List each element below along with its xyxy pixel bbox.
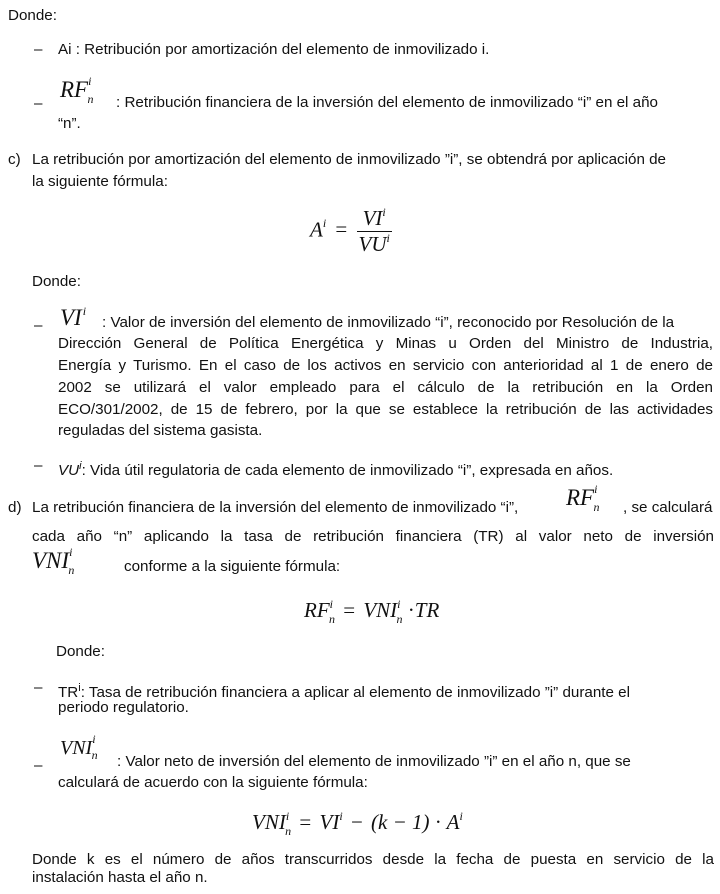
rf-definition-line2: “n”. <box>58 115 81 132</box>
final-paragraph-line2: instalación hasta el año n. <box>32 869 208 886</box>
list-dash: – <box>34 679 43 696</box>
vni-definition-line1: : Valor neto de inversión del elemento de inmovilizado ”i” en el año n, que se <box>117 753 631 770</box>
fraction: $\frac{VI^i}{VU^i}$ <box>358 205 390 256</box>
vni-inline-symbol: $VNI^i_n$ <box>32 545 75 577</box>
section-c-line1: La retribución por amortización del elemento de inmovilizado ”i”, se obtendrá por aplicación de <box>32 151 667 168</box>
section-d-line1a: La retribución financiera de la inversión del elemento de inmovilizado “i”, <box>32 499 519 516</box>
list-dash: – <box>34 317 43 334</box>
section-label-d: d) <box>8 499 22 516</box>
list-dash: – <box>34 41 43 58</box>
section-c-line2: la siguiente fórmula: <box>32 173 168 190</box>
donde-label: Donde: <box>56 643 105 660</box>
list-dash: – <box>34 757 43 774</box>
rf-symbol: $RF^i_n$ <box>60 74 94 106</box>
tr-definition-line1: $TR^i$: Tasa de retribución financiera a aplicar al elemento de inmovilizado ”i” durante el <box>58 682 631 702</box>
vi-definition-line3: Energía y Turismo. En el caso de los activos en servicio con anterioridad al 1 de enero de <box>58 357 713 374</box>
rf-definition-line1: : Retribución financiera de la inversión del elemento de inmovilizado “i” en el año <box>116 94 658 111</box>
donde-label: Donde: <box>32 273 81 290</box>
rf-inline-symbol: $RF^i_n$ <box>566 482 600 514</box>
section-d-line1b: , se calculará <box>623 499 713 516</box>
section-label-c: c) <box>8 151 21 168</box>
list-dash: – <box>34 95 43 112</box>
vni-symbol: $VNI^i_n$ <box>60 732 98 762</box>
vi-definition-line6: reguladas del sistema gasista. <box>58 422 263 439</box>
vi-definition-line2: Dirección General de Política Energética y Minas u Orden del Ministro de Industria, <box>58 335 713 352</box>
list-dash: – <box>34 457 43 474</box>
formula-amortization: $A^i$ = $\frac{VI^i}{VU^i}$ <box>310 205 390 256</box>
vu-definition: $VU^i$: Vida útil regulatoria de cada elemento de inmovilizado “i”, expresada en años. <box>58 460 614 480</box>
vi-symbol: $VI^i$ <box>60 304 87 330</box>
section-d-line2: cada año “n” aplicando la tasa de retribución financiera (TR) al valor neto de inversión <box>32 528 714 545</box>
formula-financial-return: $RF^i_n = VNI^i_n \cdot TR$ <box>304 597 440 626</box>
final-paragraph-line1: Donde k es el número de años transcurridos desde la fecha de puesta en servicio de la <box>32 851 714 868</box>
ai-definition: Ai : Retribución por amortización del elemento de inmovilizado i. <box>58 41 490 58</box>
donde-label: Donde: <box>8 7 57 24</box>
section-d-line3: conforme a la siguiente fórmula: <box>124 558 341 575</box>
vni-definition-line2: calculará de acuerdo con la siguiente fórmula: <box>58 774 368 791</box>
vi-definition-line1: : Valor de inversión del elemento de inmovilizado “i”, reconocido por Resolución de la <box>102 314 675 331</box>
formula-net-value: $VNI^i_n = VI^i - (k - 1) \cdot A^i$ <box>252 809 463 838</box>
vi-definition-line4: 2002 se utilizará el valor empleado para el cálculo de la retribución en la Orden <box>58 379 713 396</box>
tr-definition-line2: periodo regulatorio. <box>58 699 189 716</box>
vi-definition-line5: ECO/301/2002, de 15 de febrero, por la que se establece la retribución de las actividades <box>58 401 713 418</box>
